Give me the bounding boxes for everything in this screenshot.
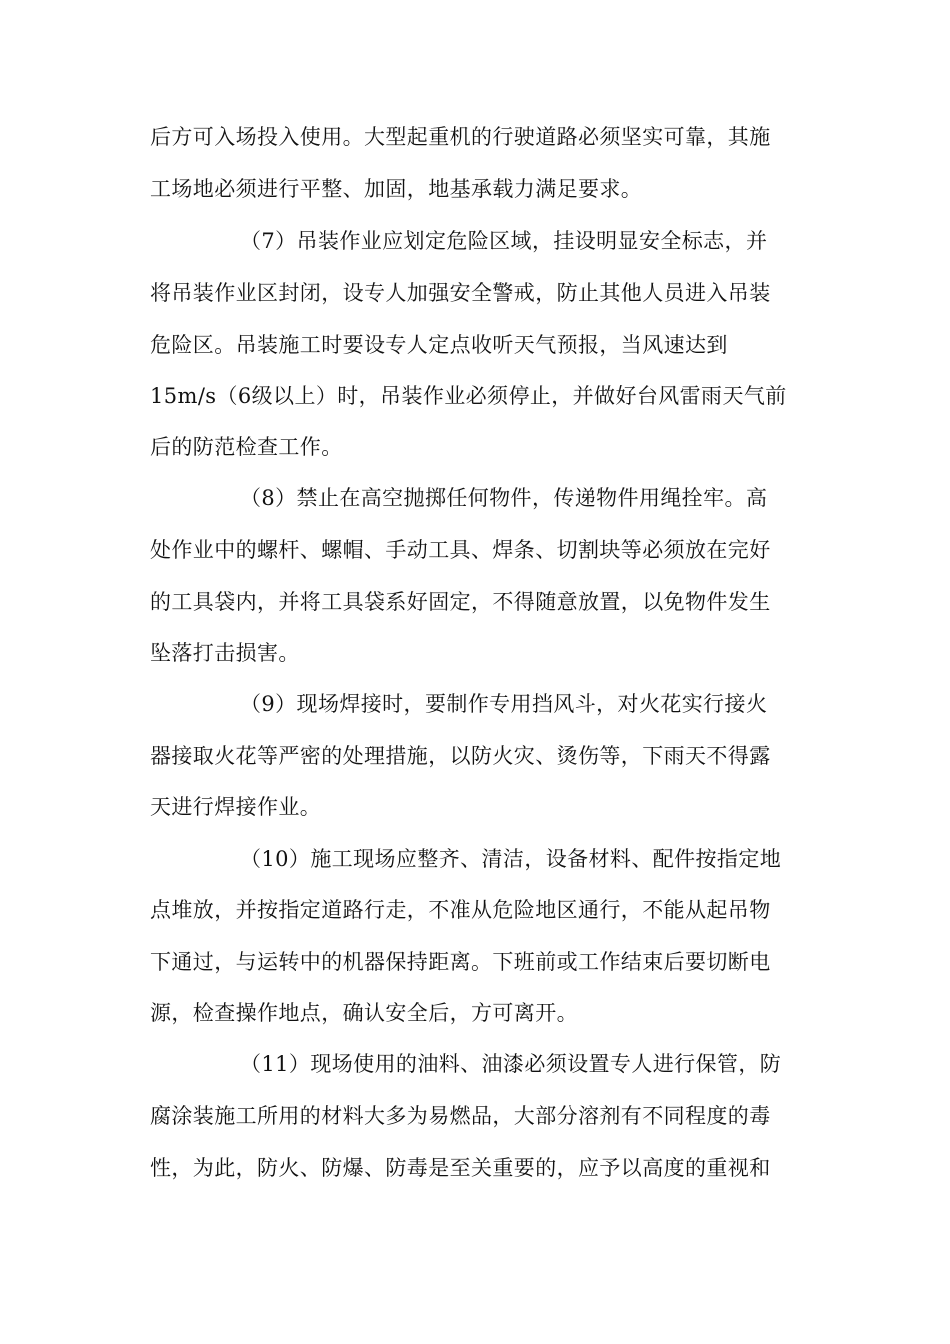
text-line: 的工具袋内，并将工具袋系好固定，不得随意放置，以免物件发生 (150, 590, 771, 614)
text-line: 工场地必须进行平整、加固，地基承载力满足要求。 (150, 177, 643, 201)
text-line: 天进行焊接作业。 (150, 795, 322, 819)
paragraph-11-start: （11）现场使用的油料、油漆必须设置专人进行保管，防 (240, 1052, 782, 1076)
paragraph-7-start: （7）吊装作业应划定危险区域，挂设明显安全标志，并 (240, 229, 768, 253)
text-line: 后方可入场投入使用。大型起重机的行驶道路必须坚实可靠，其施 (150, 125, 771, 149)
paragraph-10-start: （10）施工现场应整齐、清洁，设备材料、配件按指定地 (240, 847, 782, 871)
text-line: 点堆放，并按指定道路行走，不准从危险地区通行，不能从起吊物 (150, 898, 771, 922)
paragraph-9-start: （9）现场焊接时，要制作专用挡风斗，对火花实行接火 (240, 692, 768, 716)
text-line: 处作业中的螺杆、螺帽、手动工具、焊条、切割块等必须放在完好 (150, 538, 771, 562)
text-line: 腐涂装施工所用的材料大多为易燃品，大部分溶剂有不同程度的毒 (150, 1104, 771, 1128)
text-line: 15m/s（6级以上）时，吊装作业必须停止，并做好台风雷雨天气前 (150, 384, 787, 408)
paragraph-8-start: （8）禁止在高空抛掷任何物件，传递物件用绳拴牢。高 (240, 486, 768, 510)
text-line: 危险区。吊装施工时要设专人定点收听天气预报，当风速达到 (150, 333, 728, 357)
text-line: 下通过，与运转中的机器保持距离。下班前或工作结束后要切断电 (150, 950, 771, 974)
text-line: 将吊装作业区封闭，设专人加强安全警戒，防止其他人员进入吊装 (150, 281, 771, 305)
text-line: 坠落打击损害。 (150, 641, 300, 665)
text-line: 性，为此，防火、防爆、防毒是至关重要的，应予以高度的重视和 (150, 1156, 771, 1180)
text-line: 源，检查操作地点，确认安全后，方可离开。 (150, 1001, 578, 1025)
text-line: 后的防范检查工作。 (150, 435, 343, 459)
text-line: 器接取火花等严密的处理措施，以防火灾、烫伤等，下雨天不得露 (150, 744, 771, 768)
